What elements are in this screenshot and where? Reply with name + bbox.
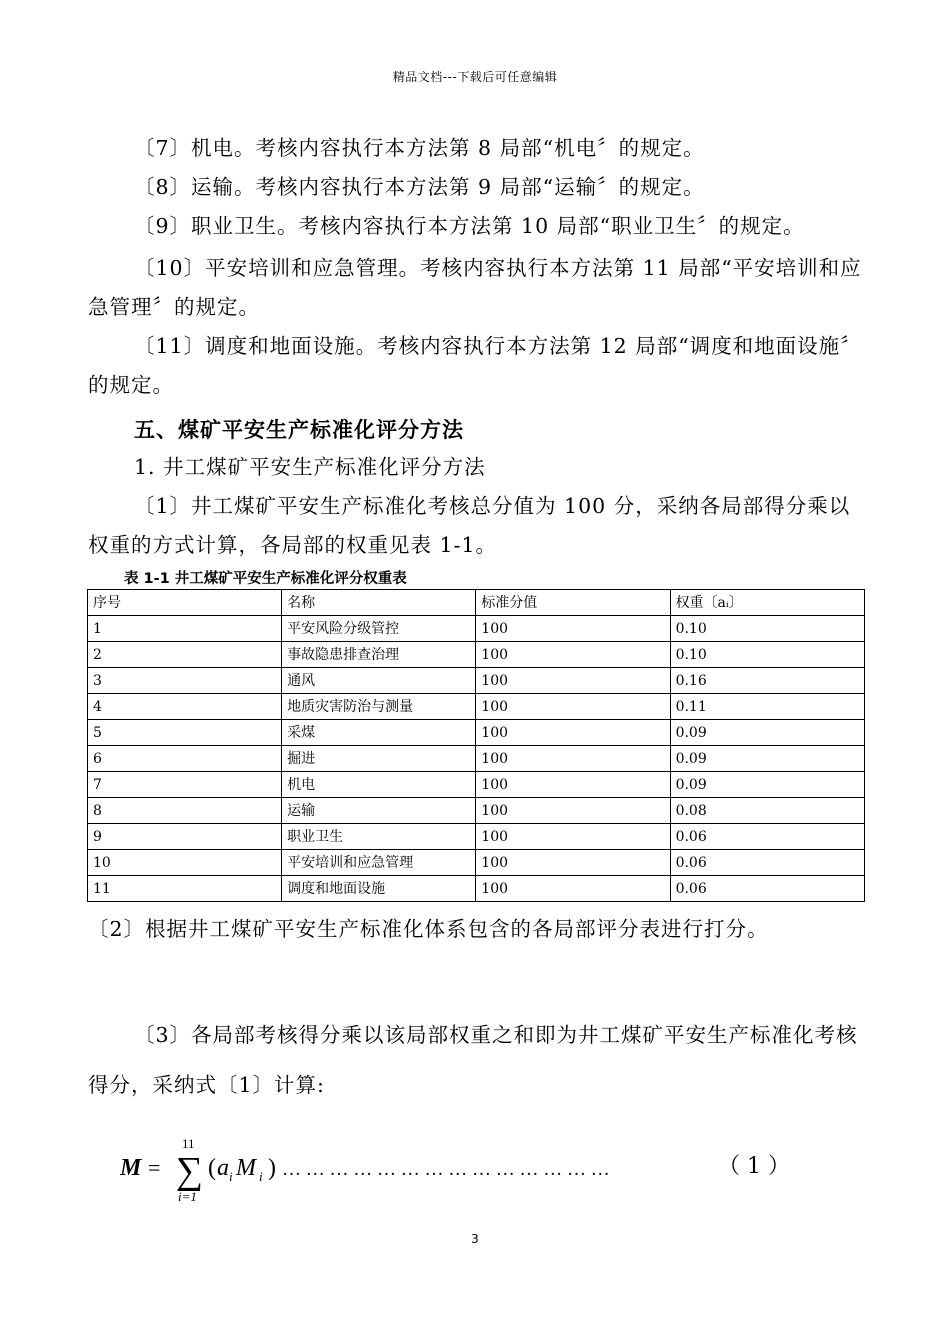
sigma-symbol: ∑ <box>176 1150 204 1192</box>
table-cell: 6 <box>88 746 282 772</box>
table-cell: 调度和地面设施 <box>282 876 476 902</box>
table-row <box>88 876 865 902</box>
weights-table <box>87 589 865 902</box>
table-cell: 平安风险分级管控 <box>282 616 476 642</box>
sum-upper-limit: 11 <box>182 1136 195 1151</box>
table-cell: 0.09 <box>670 746 864 772</box>
table-cell: 100 <box>476 798 670 824</box>
table-cell: 100 <box>476 876 670 902</box>
summation-formula <box>120 1135 820 1205</box>
formula-number: （ 1 ） <box>718 1154 790 1179</box>
section-heading: 五、煤矿平安生产标准化评分方法 <box>134 418 464 442</box>
table-cell: 5 <box>88 720 282 746</box>
table-row <box>88 720 865 746</box>
table-cell: 0.16 <box>670 668 864 694</box>
header-cell: 标准分值 <box>476 590 670 616</box>
table-cell: 100 <box>476 772 670 798</box>
table-cell: 通风 <box>282 668 476 694</box>
table-row <box>88 824 865 850</box>
table-cell: 运输 <box>282 798 476 824</box>
table-row <box>88 772 865 798</box>
header-cell: 权重〔aᵢ〕 <box>670 590 864 616</box>
table-cell: 3 <box>88 668 282 694</box>
page-number: 3 <box>471 1232 479 1246</box>
table-header-row <box>88 590 865 616</box>
page-header: 精品文档---下载后可任意编辑 <box>392 70 558 84</box>
table-row <box>88 694 865 720</box>
header-cell: 名称 <box>282 590 476 616</box>
paragraph-11: 〔11〕调度和地面设施。考核内容执行本方法第 12 局部“调度和地面设施〞的规定。 <box>88 334 862 397</box>
table-cell: 0.08 <box>670 798 864 824</box>
formula-sub-i: i <box>229 1169 233 1184</box>
close-paren: ) <box>268 1155 276 1181</box>
table-cell: 平安培训和应急管理 <box>282 850 476 876</box>
table-cell: 0.10 <box>670 616 864 642</box>
table-cell: 0.09 <box>670 772 864 798</box>
table-cell: 职业卫生 <box>282 824 476 850</box>
table-cell: 9 <box>88 824 282 850</box>
table-row <box>88 668 865 694</box>
table-cell: 100 <box>476 850 670 876</box>
table-cell: 100 <box>476 746 670 772</box>
table-row <box>88 746 865 772</box>
table-cell: 掘进 <box>282 746 476 772</box>
table-cell: 100 <box>476 694 670 720</box>
table-cell: 0.06 <box>670 876 864 902</box>
header-cell: 序号 <box>88 590 282 616</box>
table-cell: 8 <box>88 798 282 824</box>
table-row <box>88 642 865 668</box>
table-caption: 表 1-1 井工煤矿平安生产标准化评分权重表 <box>124 571 407 587</box>
table-cell: 100 <box>476 616 670 642</box>
sub-heading: 1. 井工煤矿平安生产标准化评分方法 <box>134 455 486 479</box>
paragraph-8: 〔8〕运输。考核内容执行本方法第 9 局部“运输〞的规定。 <box>134 175 705 199</box>
formula-m: M <box>236 1155 256 1181</box>
table-cell: 0.09 <box>670 720 864 746</box>
table-cell: 7 <box>88 772 282 798</box>
table-cell: 11 <box>88 876 282 902</box>
table-cell: 10 <box>88 850 282 876</box>
table-cell: 采煤 <box>282 720 476 746</box>
table-cell: 0.10 <box>670 642 864 668</box>
table-cell: 4 <box>88 694 282 720</box>
table-row <box>88 850 865 876</box>
table-cell: 1 <box>88 616 282 642</box>
formula-equals: = <box>148 1155 161 1180</box>
table-cell: 0.11 <box>670 694 864 720</box>
open-paren: ( <box>208 1155 216 1181</box>
paragraph-10: 〔10〕平安培训和应急管理。考核内容执行本方法第 11 局部“平安培训和应急管理〞的规定。 <box>88 256 862 319</box>
paragraph-1: 〔1〕井工煤矿平安生产标准化考核总分值为 100 分，采纳各局部得分乘以权重的方式计算，各局部的权重见表 1-1。 <box>88 494 851 557</box>
table-row <box>88 798 865 824</box>
table-cell: 100 <box>476 668 670 694</box>
formula-sub-i2: i <box>259 1169 263 1184</box>
table-row <box>88 616 865 642</box>
formula-a: a <box>217 1155 229 1181</box>
paragraph-9: 〔9〕职业卫生。考核内容执行本方法第 10 局部“职业卫生〞的规定。 <box>134 214 805 238</box>
table-cell: 机电 <box>282 772 476 798</box>
paragraph-3: 〔3〕各局部考核得分乘以该局部权重之和即为井工煤矿平安生产标准化考核得分，采纳式〔1〕计算: <box>88 1023 858 1097</box>
table-cell: 100 <box>476 720 670 746</box>
table-cell: 事故隐患排查治理 <box>282 642 476 668</box>
table-cell: 地质灾害防治与测量 <box>282 694 476 720</box>
formula-lhs: M <box>120 1155 142 1181</box>
table-cell: 100 <box>476 824 670 850</box>
paragraph-7: 〔7〕机电。考核内容执行本方法第 8 局部“机电〞的规定。 <box>134 136 705 160</box>
paragraph-2: 〔2〕根据井工煤矿平安生产标准化体系包含的各局部评分表进行打分。 <box>88 917 769 941</box>
table-cell: 100 <box>476 642 670 668</box>
table-cell: 2 <box>88 642 282 668</box>
table-cell: 0.06 <box>670 850 864 876</box>
sum-lower-limit: i=1 <box>178 1189 197 1204</box>
table-cell: 0.06 <box>670 824 864 850</box>
formula-dots: … … … … … … … … … … … … … … <box>282 1159 610 1180</box>
